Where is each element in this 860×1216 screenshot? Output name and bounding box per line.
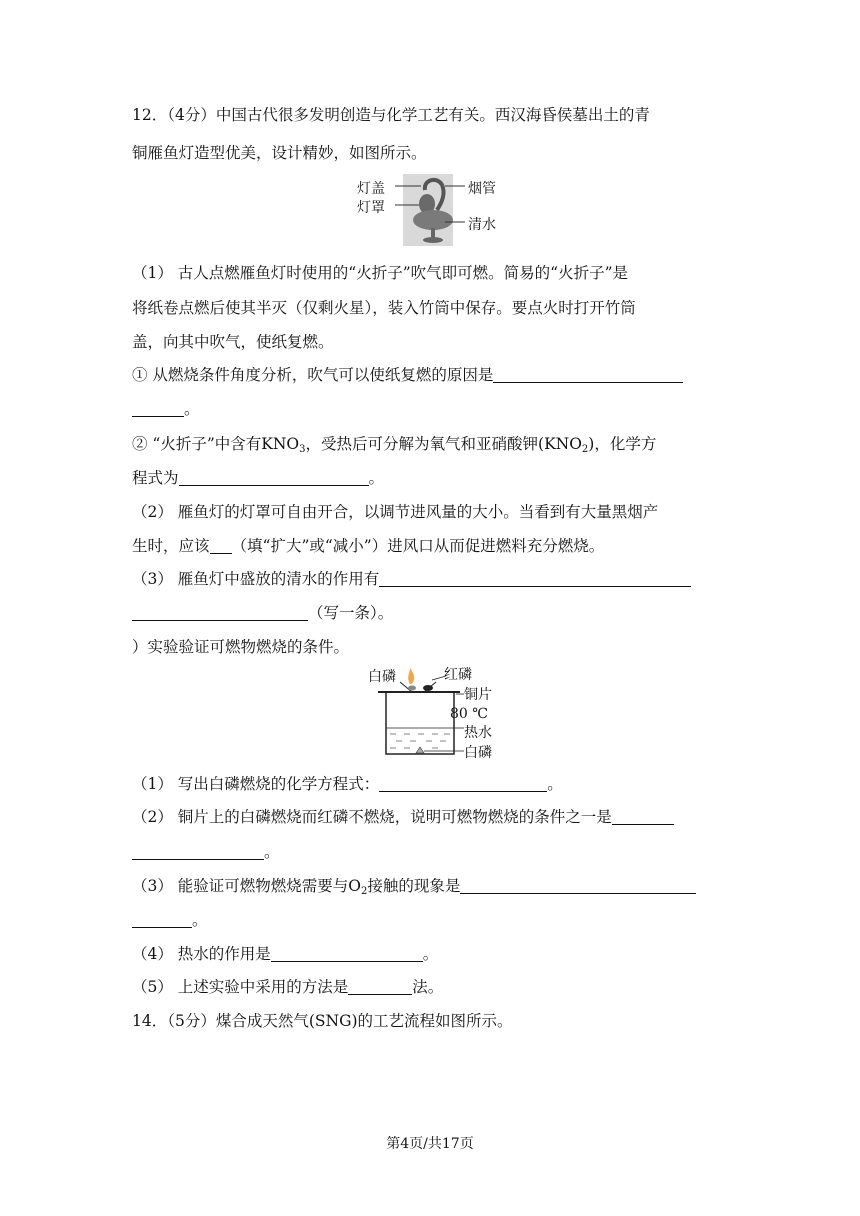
q12-part1b-post: )，化学方 bbox=[588, 435, 657, 453]
answer-blank[interactable] bbox=[210, 537, 232, 554]
q12-part1b-cont bbox=[132, 468, 384, 488]
q12-part2-pre: 生时，应该 bbox=[132, 537, 210, 555]
punct: 。 bbox=[184, 400, 200, 418]
label-copper-sheet: 铜片 bbox=[464, 687, 492, 703]
q13-part1-text: （1） 写出白磷燃烧的化学方程式： bbox=[132, 775, 380, 793]
answer-blank[interactable] bbox=[132, 604, 308, 621]
q13-part4-text: （4） 热水的作用是 bbox=[132, 945, 271, 963]
answer-blank[interactable] bbox=[132, 843, 264, 860]
q12-stem-line2: 铜雁鱼灯造型优美，设计精妙，如图所示。 bbox=[132, 144, 427, 162]
q13-part3-cont bbox=[132, 910, 208, 930]
q13-part1 bbox=[132, 774, 563, 794]
punct: 。 bbox=[368, 469, 385, 487]
answer-blank[interactable] bbox=[379, 570, 691, 587]
q12-part3-post: （写一条）。 bbox=[308, 604, 394, 622]
q12-part1b bbox=[132, 434, 656, 460]
q13-part3-post: 接触的现象是 bbox=[367, 877, 461, 895]
q13-part2-text: （2） 铜片上的白磷燃烧而红磷不燃烧，说明可燃物燃烧的条件之一是 bbox=[132, 808, 612, 826]
label-white-phosphorus-bottom: 白磷 bbox=[464, 745, 492, 761]
label-chimney: 烟管 bbox=[468, 181, 496, 197]
label-lamp-shade: 灯罩 bbox=[357, 200, 385, 216]
q12-part1a-text: ① 从燃烧条件角度分析，吹气可以使纸复燃的原因是 bbox=[132, 366, 494, 384]
q13-part3 bbox=[132, 876, 696, 902]
q12-part1b-mid: ，受热后可分解为氧气和亚硝酸钾(KNO bbox=[305, 435, 582, 453]
subscript: 2 bbox=[361, 886, 368, 897]
q13-part5-pre: （5） 上述实验中采用的方法是 bbox=[132, 978, 349, 996]
label-lamp-lid: 灯盖 bbox=[357, 181, 385, 197]
label-hot-water: 热水 bbox=[464, 725, 492, 741]
page-footer: 第4页/共17页 bbox=[386, 1136, 474, 1152]
q12-part3-line2 bbox=[132, 603, 393, 623]
punct: 。 bbox=[422, 945, 439, 963]
q12-stem-line1: 12．（4分）中国古代很多发明创造与化学工艺有关。西汉海昏侯墓出土的青 bbox=[132, 106, 650, 124]
q13-stem: ）实验验证可燃物燃烧的条件。 bbox=[132, 638, 350, 656]
answer-blank[interactable] bbox=[179, 469, 369, 486]
subscript: 2 bbox=[581, 444, 589, 455]
q12-part2-line1: （2） 雁鱼灯的灯罩可自由开合，以调节进风量的大小。当看到有大量黑烟产 bbox=[132, 503, 659, 521]
q12-part1b-pre: ② “火折子”中含有KNO bbox=[132, 435, 300, 453]
label-temperature: 80 ℃ bbox=[450, 706, 488, 722]
answer-blank[interactable] bbox=[379, 775, 547, 792]
q12-part1a-cont bbox=[132, 399, 200, 419]
punct: 。 bbox=[264, 843, 280, 861]
q13-part2-cont bbox=[132, 842, 280, 862]
q14-stem: 14．（5分）煤合成天然气(SNG)的工艺流程如图所示。 bbox=[132, 1012, 513, 1030]
q13-part5 bbox=[132, 977, 443, 997]
q13-part4 bbox=[132, 944, 438, 964]
answer-blank[interactable] bbox=[460, 877, 696, 894]
answer-blank[interactable] bbox=[271, 945, 423, 962]
punct: 。 bbox=[192, 911, 208, 929]
answer-blank[interactable] bbox=[132, 911, 192, 928]
label-red-phosphorus: 红磷 bbox=[444, 667, 472, 683]
q12-part3-text: （3） 雁鱼灯中盛放的清水的作用有 bbox=[132, 570, 380, 588]
label-white-phosphorus-top: 白磷 bbox=[368, 669, 396, 685]
answer-blank[interactable] bbox=[612, 808, 674, 825]
answer-blank[interactable] bbox=[493, 366, 683, 383]
q13-part3-pre: （3） 能验证可燃物燃烧需要与O bbox=[132, 877, 361, 895]
answer-blank[interactable] bbox=[132, 400, 184, 417]
q12-part2-line2 bbox=[132, 536, 604, 556]
goose-fish-lamp-figure bbox=[355, 172, 515, 248]
q12-part1-line2: 将纸卷点燃后使其半灭（仅剩火星），装入竹筒中保存。要点火时打开竹筒 bbox=[132, 299, 636, 317]
phosphorus-experiment-figure bbox=[360, 664, 520, 764]
q12-part1a bbox=[132, 365, 683, 385]
q12-part1-line1: （1） 古人点燃雁鱼灯时使用的“火折子”吹气即可燃。简易的“火折子”是 bbox=[132, 264, 628, 282]
q12-part1b-line2: 程式为 bbox=[132, 469, 179, 487]
q12-part2-post: （填“扩大”或“减小”）进风口从而促进燃料充分燃烧。 bbox=[231, 537, 605, 555]
q13-part5-post: 法。 bbox=[412, 978, 444, 996]
q12-part3-line1 bbox=[132, 569, 691, 589]
subscript: 3 bbox=[299, 444, 306, 455]
answer-blank[interactable] bbox=[348, 978, 412, 995]
q13-part2 bbox=[132, 807, 674, 827]
q12-part1-line3: 盖，向其中吹气，使纸复燃。 bbox=[132, 333, 334, 351]
label-clear-water: 清水 bbox=[468, 217, 496, 233]
punct: 。 bbox=[547, 775, 563, 793]
